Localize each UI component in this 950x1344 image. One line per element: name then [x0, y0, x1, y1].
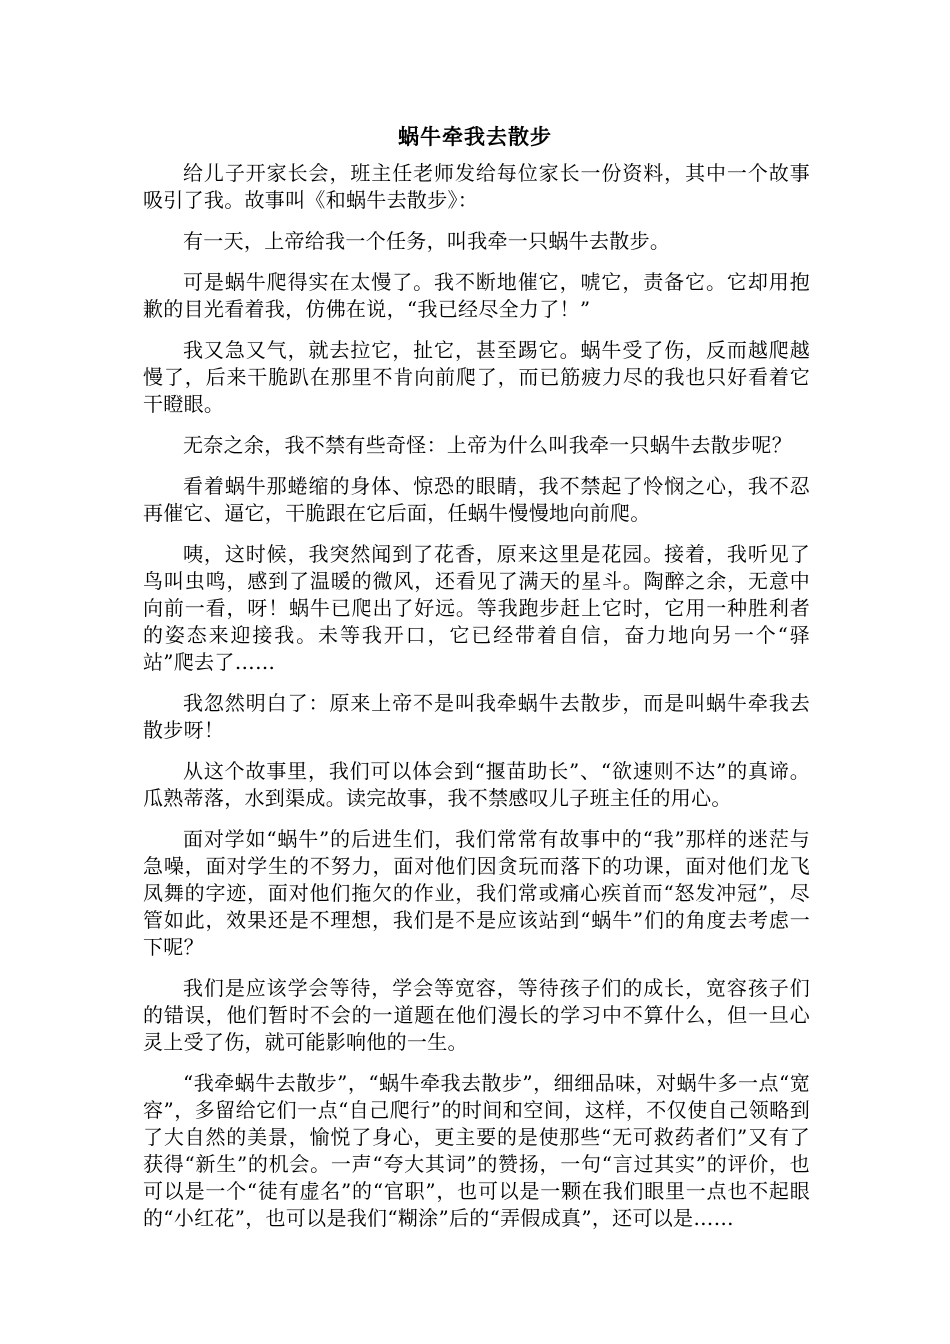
paragraph: 我忽然明白了：原来上帝不是叫我牵蜗牛去散步，而是叫蜗牛牵我去散步呀！ [143, 691, 810, 742]
paragraph: 看着蜗牛那蜷缩的身体、惊恐的眼睛，我不禁起了怜悯之心，我不忍再催它、逼它，干脆跟在它后面，任蜗牛慢慢地向前爬。 [143, 474, 810, 525]
paragraph: 有一天，上帝给我一个任务，叫我牵一只蜗牛去散步。 [183, 229, 671, 253]
paragraph: “我牵蜗牛去散步”，“蜗牛牵我去散步”，细细品味，对蜗牛多一点“宽容”，多留给它们一点“自己爬行”的时间和空间，这样，不仅使自己领略到了大自然的美景，愉悦了身心，更主要的是使那些“无可救药者们”又有了获得“新生”的机会。一声“夸大其词”的赞扬，一句“言过其实”的评价，也可以是一个“徒有虚名”的“官职”，也可以是一颗在我们眼里一点也不起眼的“小红花”，也可以是我们“糊涂”后的“弄假成真”，还可以是…… [143, 1071, 810, 1230]
paragraph: 可是蜗牛爬得实在太慢了。我不断地催它，唬它，责备它。它却用抱歉的目光看着我，仿佛在说，“我已经尽全力了！” [143, 270, 810, 321]
document-body [143, 160, 810, 1246]
paragraph: 从这个故事里，我们可以体会到“揠苗助长”、“欲速则不达”的真谛。瓜熟蒂落，水到渠成。读完故事，我不禁感叹儿子班主任的用心。 [143, 759, 810, 810]
paragraph: 给儿子开家长会，班主任老师发给每位家长一份资料，其中一个故事吸引了我。故事叫《和蜗牛去散步》： [143, 161, 810, 212]
paragraph: 咦，这时候，我突然闻到了花香，原来这里是花园。接着，我听见了鸟叫虫鸣，感到了温暖的微风，还看见了满天的星斗。陶醉之余，无意中向前一看，呀！蜗牛已爬出了好远。等我跑步赶上它时，它用一种胜利者的姿态来迎接我。未等我开口，它已经带着自信，奋力地向另一个“驿站”爬去了…… [143, 542, 810, 674]
paragraph: 面对学如“蜗牛”的后进生们，我们常常有故事中的“我”那样的迷茫与急噪，面对学生的不努力，面对他们因贪玩而落下的功课，面对他们龙飞凤舞的字迹，面对他们拖欠的作业，我们常或痛心疾首而“怒发冲冠”，尽管如此，效果还是不理想，我们是不是应该站到“蜗牛”们的角度去考虑一下呢？ [143, 827, 810, 959]
document-title: 蜗牛牵我去散步 [398, 124, 552, 149]
paragraph: 我又急又气，就去拉它，扯它，甚至踢它。蜗牛受了伤，反而越爬越慢了，后来干脆趴在那里不肯向前爬了，而已筋疲力尽的我也只好看着它干瞪眼。 [143, 338, 810, 416]
paragraph: 无奈之余，我不禁有些奇怪：上帝为什么叫我牵一只蜗牛去散步呢？ [183, 433, 792, 457]
paragraph: 我们是应该学会等待，学会等宽容，等待孩子们的成长，宽容孩子们的错误，他们暂时不会的一道题在他们漫长的学习中不算什么，但一旦心灵上受了伤，就可能影响他的一生。 [143, 976, 810, 1054]
